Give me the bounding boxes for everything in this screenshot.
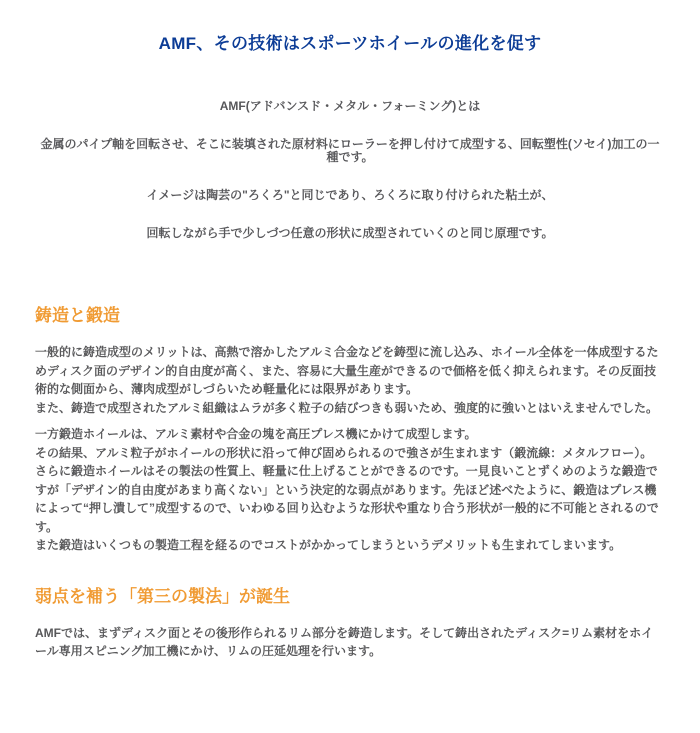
paragraph-line: 一般的に鋳造成型のメリットは、高熱で溶かしたアルミ合金などを鋳型に流し込み、ホイール全体を一体成型するためディスク面のデザイン的自由度が高く、また、容易に大量生産ができるので価格を低く抑えられます。その反面技術的な側面から、薄肉成型がしづらいため軽量化には限界があります。 bbox=[35, 345, 659, 396]
intro-line-pottery-analogy: イメージは陶芸の"ろくろ"と同じであり、ろくろに取り付けられた粘土が、 bbox=[146, 188, 554, 202]
paragraph-line: その結果、アルミ粒子がホイールの形状に沿って伸び固められるので強さが生まれます（鍛流線：メタルフロー）。 bbox=[35, 445, 653, 460]
paragraph-line: AMFでは、まずディスク面とその後形作られるリム部分を鋳造します。そして鋳出されたディスク=リム素材をホイール専用スピニング加工機にかけ、リムの圧延処理を行います。 bbox=[35, 625, 654, 658]
intro-section bbox=[35, 100, 665, 240]
page-title: AMF、その技術はスポーツホイールの進化を促す bbox=[158, 34, 542, 53]
paragraph-amf-process bbox=[35, 624, 665, 661]
intro-line-definition: AMF(アドバンスド・メタル・フォーミング)とは bbox=[219, 99, 481, 113]
paragraph-forging bbox=[35, 425, 665, 555]
article-page bbox=[0, 33, 700, 661]
paragraph-line: さらに鍛造ホイールはその製法の性質上、軽量に仕上げることができるのです。一見良いことずくめのような鍛造ですが「デザイン的自由度があまり高くない」という決定的な弱点があります。先ほど述べたように、鍛造はプレス機によって“押し潰して”成型するので、いわゆる回り込むような形状や重なり合う形状が一般的に不可能とされるのです。 bbox=[35, 464, 659, 534]
paragraph-line: また、鋳造で成型されたアルミ組織はムラが多く粒子の結びつきも弱いため、強度的に強いとはいえませんでした。 bbox=[35, 400, 659, 415]
intro-line-process: 金属のパイプ軸を回転させ、そこに装填された原材料にローラーを押し付けて成型する、回転塑性(ソセイ)加工の一種です。 bbox=[40, 137, 660, 164]
paragraph-casting bbox=[35, 343, 665, 417]
paragraph-line: また鍛造はいくつもの製造工程を経るのでコストがかかってしまうというデメリットも生まれてしまいます。 bbox=[35, 538, 622, 552]
intro-line-principle: 回転しながら手で少しづつ任意の形状に成型されていくのと同じ原理です。 bbox=[146, 226, 554, 240]
section-heading-third-method: 弱点を補う「第三の製法」が誕生 bbox=[35, 586, 290, 606]
paragraph-line: 一方鍛造ホイールは、アルミ素材や合金の塊を高圧プレス機にかけて成型します。 bbox=[35, 427, 477, 441]
section-heading-casting-and-forging: 鋳造と鍛造 bbox=[35, 306, 120, 325]
